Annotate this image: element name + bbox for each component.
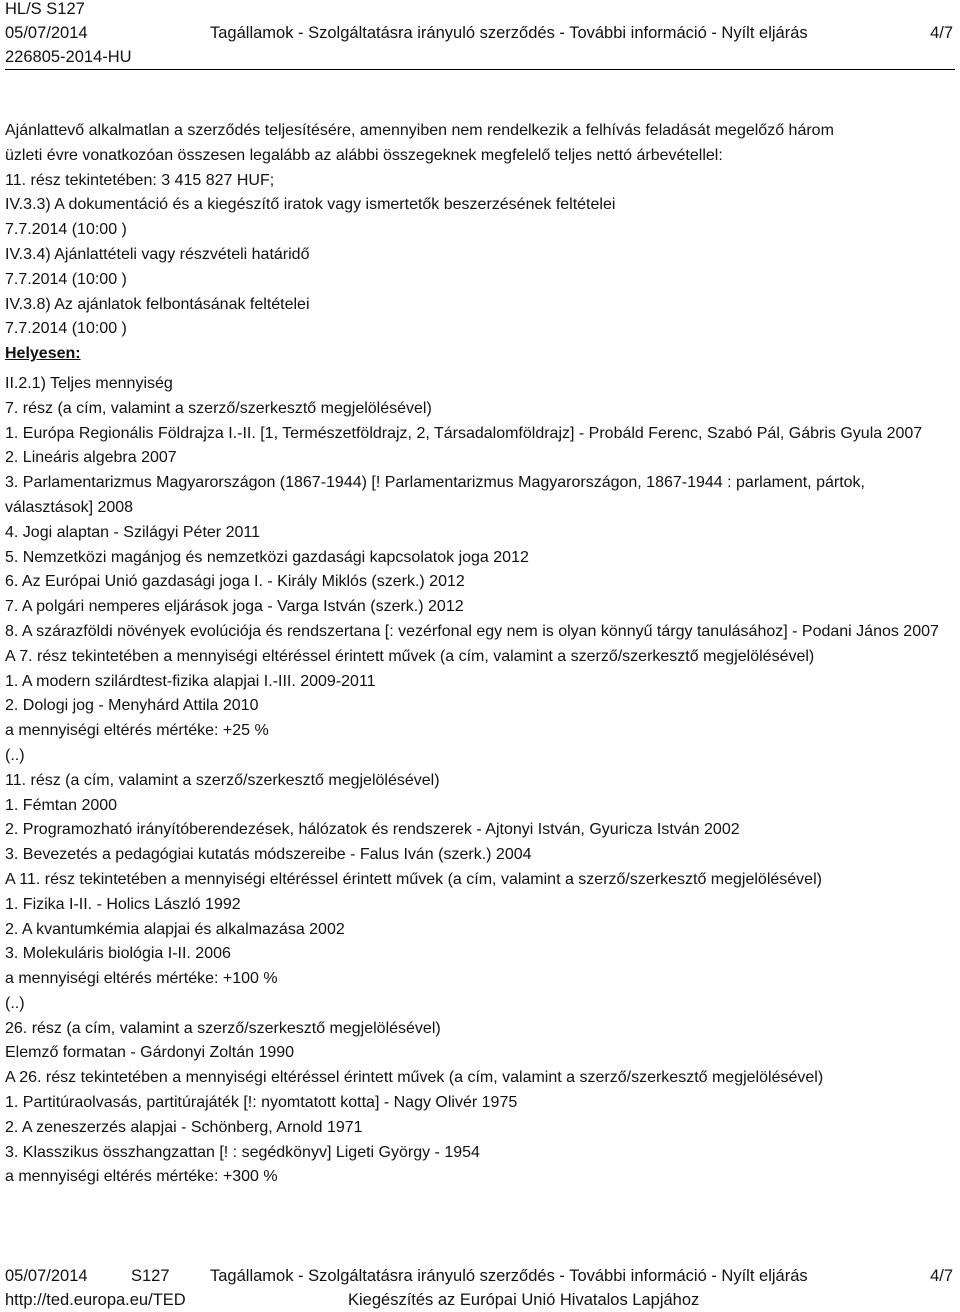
- text-line: üzleti évre vonatkozóan összesen legalább az alábbi összegeknek megfelelő teljes nettó árbevétellel:: [5, 146, 723, 164]
- text-line: 2. Programozható irányítóberendezések, hálózatok és rendszerek - Ajtonyi István, Gyuricza István 2002: [5, 821, 740, 839]
- text-line: 1. Európa Regionális Földrajza I.-II. [1, Természetföldrajz, 2, Társadalomföldrajz] - Probáld Ferenc, Szabó Pál, Gábris Gyula 2007: [5, 424, 923, 442]
- text-line: 2. A kvantumkémia alapjai és alkalmazása 2002: [5, 920, 345, 938]
- header-page-number: 4/7: [930, 24, 953, 42]
- text-line: IV.3.4) Ajánlattételi vagy részvételi határidő: [5, 245, 310, 263]
- footer-title: Tagállamok - Szolgáltatásra irányuló szerződés - További információ - Nyílt eljárás: [210, 1267, 808, 1285]
- page-footer: [5, 1264, 955, 1312]
- text-line: 3. Bevezetés a pedagógiai kutatás módszereibe - Falus Iván (szerk.) 2004: [5, 846, 532, 864]
- text-line: 2. A zeneszerzés alapjai - Schönberg, Arnold 1971: [5, 1118, 363, 1136]
- text-line: 7. A polgári nemperes eljárások joga - Varga István (szerk.) 2012: [5, 598, 464, 616]
- text-line: IV.3.8) Az ajánlatok felbontásának feltételei: [5, 295, 310, 313]
- text-line: 11. rész tekintetében: 3 415 827 HUF;: [5, 171, 275, 189]
- text-line: 3. Molekuláris biológia I-II. 2006: [5, 945, 231, 963]
- header-date: 05/07/2014: [5, 24, 88, 42]
- text-line: 1. Fémtan 2000: [5, 796, 118, 814]
- text-line: 7. rész (a cím, valamint a szerző/szerkesztő megjelölésével): [5, 399, 432, 417]
- doc-code: HL/S S127: [5, 0, 85, 18]
- text-line: A 26. rész tekintetében a mennyiségi eltéréssel érintett művek (a cím, valamint a szerző/szerkesztő megjelölésével): [5, 1069, 824, 1087]
- text-line: 7.7.2014 (10:00 ): [5, 270, 127, 288]
- text-line: (..): [5, 994, 25, 1012]
- header-title: Tagállamok - Szolgáltatásra irányuló szerződés - További információ - Nyílt eljárás: [210, 24, 808, 42]
- footer-page-number: 4/7: [930, 1267, 953, 1285]
- text-line: Ajánlattevő alkalmatlan a szerződés teljesítésére, amennyiben nem rendelkezik a felhívás feladását megelőző három: [5, 122, 834, 139]
- text-line: A 11. rész tekintetében a mennyiségi eltéréssel érintett művek (a cím, valamint a szerző/szerkesztő megjelölésével): [5, 870, 822, 888]
- footer-publisher: Kiegészítés az Európai Unió Hivatalos Lapjához: [348, 1291, 700, 1309]
- text-line: (..): [5, 746, 25, 764]
- text-line: a mennyiségi eltérés mértéke: +100 %: [5, 970, 278, 988]
- text-line: 2. Lineáris algebra 2007: [5, 449, 177, 467]
- text-line: 7.7.2014 (10:00 ): [5, 221, 127, 239]
- text-line: 1. Fizika I-II. - Holics László 1992: [5, 895, 241, 913]
- text-line: 8. A szárazföldi növények evolúciója és rendszertana [: vezérfonal egy nem is olyan könnyű tárgy tanulásához] - Podani János 2007: [5, 622, 939, 640]
- header-reference: 226805-2014-HU: [5, 48, 132, 66]
- document-body: [5, 119, 955, 1190]
- text-line: 1. Partitúraolvasás, partitúrajáték [!: nyomtatott kotta] - Nagy Olivér 1975: [5, 1094, 518, 1112]
- text-line: 11. rész (a cím, valamint a szerző/szerkesztő megjelölésével): [5, 771, 440, 789]
- text-line: A 7. rész tekintetében a mennyiségi eltéréssel érintett művek (a cím, valamint a szerző/szerkesztő megjelölésével): [5, 647, 815, 665]
- text-line: 1. A modern szilárdtest-fizika alapjai I.-III. 2009-2011: [5, 672, 376, 690]
- text-line: II.2.1) Teljes mennyiség: [5, 374, 173, 392]
- footer-series: S127: [131, 1267, 170, 1285]
- footer-url-link[interactable]: http://ted.europa.eu/TED: [5, 1291, 186, 1309]
- text-line: a mennyiségi eltérés mértéke: +25 %: [5, 722, 269, 740]
- text-line: 26. rész (a cím, valamint a szerző/szerkesztő megjelölésével): [5, 1019, 441, 1037]
- section-heading-helyesen: Helyesen:: [5, 345, 81, 363]
- text-line: IV.3.3) A dokumentáció és a kiegészítő iratok vagy ismertetők beszerzésének feltételei: [5, 196, 616, 214]
- text-line: a mennyiségi eltérés mértéke: +300 %: [5, 1168, 278, 1186]
- header-divider: [5, 69, 955, 70]
- text-line: 4. Jogi alaptan - Szilágyi Péter 2011: [5, 523, 260, 541]
- page-header: [5, 0, 955, 69]
- text-line: 5. Nemzetközi magánjog és nemzetközi gazdasági kapcsolatok joga 2012: [5, 548, 529, 566]
- text-line: 2. Dologi jog - Menyhárd Attila 2010: [5, 697, 259, 715]
- text-line: 3. Klasszikus összhangzattan [! : segédkönyv] Ligeti György - 1954: [5, 1143, 480, 1161]
- text-line: 3. Parlamentarizmus Magyarországon (1867-1944) [! Parlamentarizmus Magyarországon, 1867-1944 : parlament, pártok, választások] 2008: [5, 474, 865, 516]
- text-line: 6. Az Európai Unió gazdasági joga I. - Király Miklós (szerk.) 2012: [5, 573, 465, 591]
- text-line: 7.7.2014 (10:00 ): [5, 320, 127, 338]
- text-line: Elemző formatan - Gárdonyi Zoltán 1990: [5, 1044, 295, 1062]
- footer-date: 05/07/2014: [5, 1267, 88, 1285]
